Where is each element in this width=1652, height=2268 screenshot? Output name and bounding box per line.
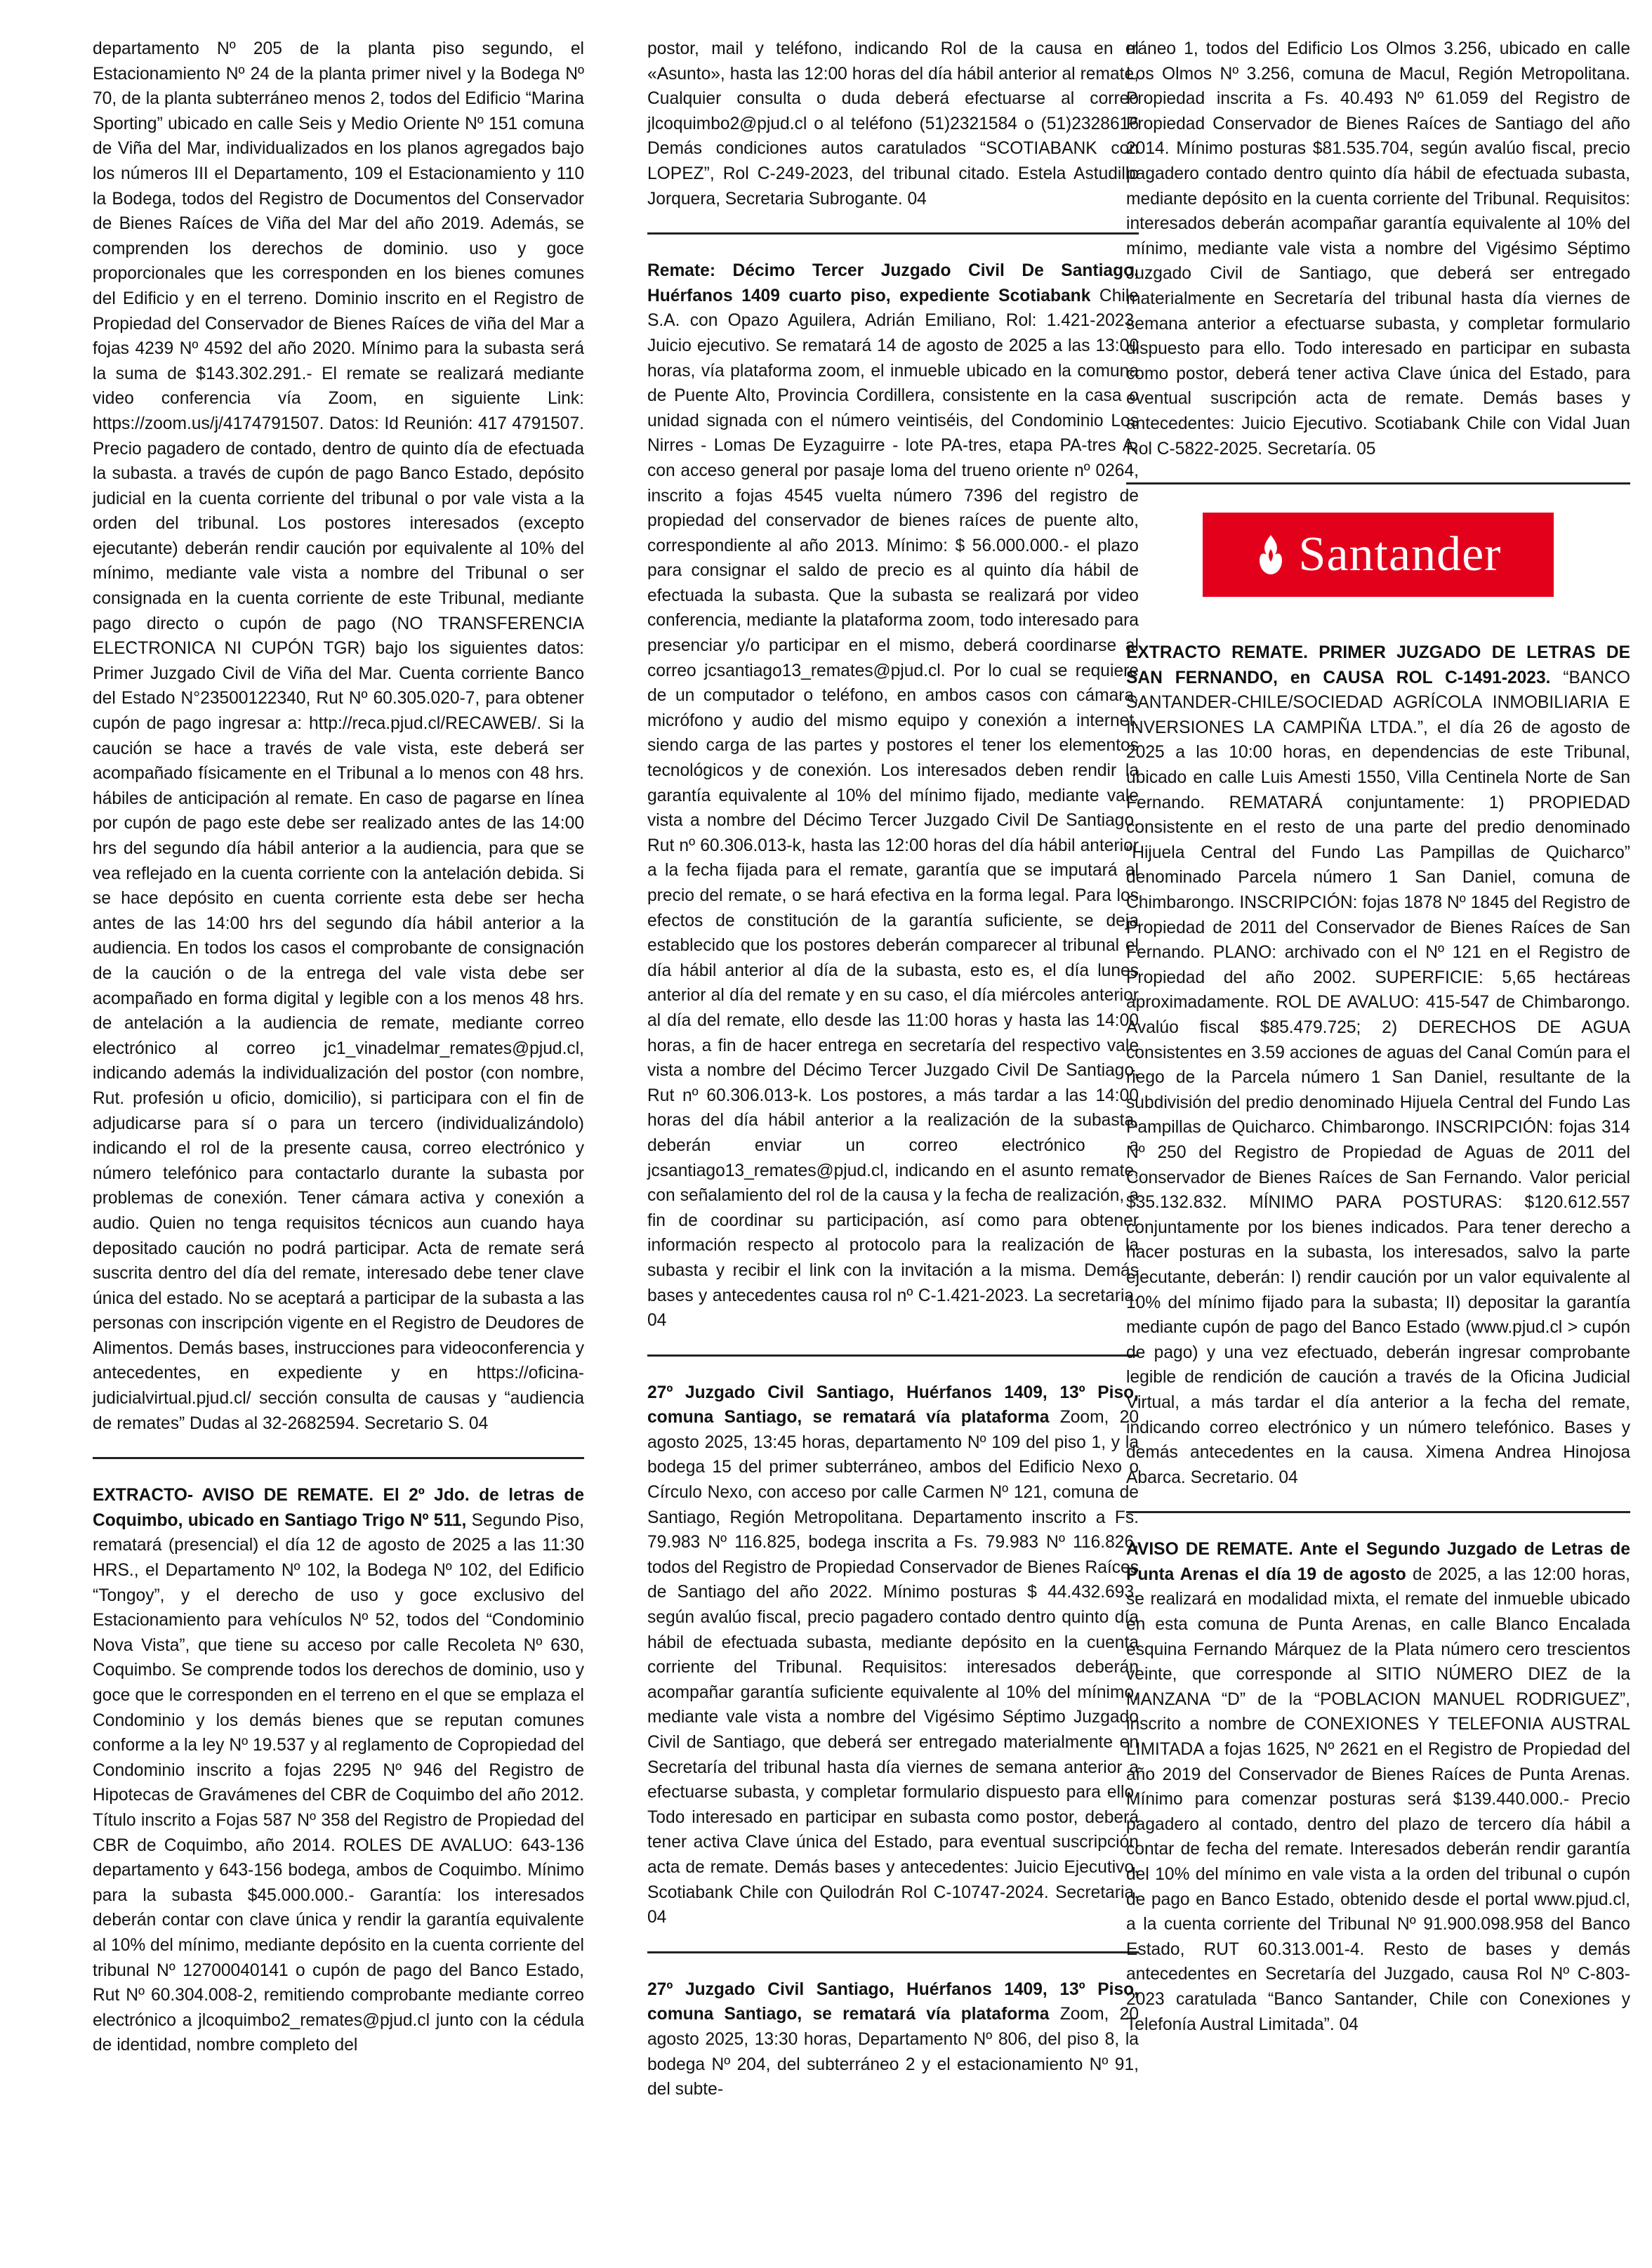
separator-rule — [647, 1951, 1139, 1953]
separator-rule — [93, 1457, 584, 1459]
separator-rule — [1126, 482, 1630, 484]
notice-punta-arenas — [1126, 1537, 1630, 2037]
notice-body: “BANCO SANTANDER-CHILE/SOCIEDAD AGRÍCOLA INMOBILIARIA E INVERSIONES LA CAMPIÑA LTDA.”, el día 26 de agosto de 2025 a las 10:00 horas, en dependencias de este Tribunal, ubicado en calle Luis Amesti 1550, Villa Centinela Norte de San Fernando. REMATARÁ conjuntamente: 1) PROPIEDAD consistente en el resto de una parte del predio denominado “Hijuela Central del Fundo Las Pampillas de Quicharco” denominado Parcela número 1 San Daniel, comuna de Chimbarongo. INSCRIPCIÓN: fojas 1878 Nº 1845 del Registro de Propiedad de 2011 del Conservador de Bienes Raíces de San Fernando. PLANO: archivado con el Nº 121 en el Registro de Propiedad del año 2002. SUPERFICIE: 5,65 hectáreas aproximadamente. ROL DE AVALUO: 415-547 de Chimbarongo. Avalúo fiscal $85.479.725; 2) DERECHOS DE AGUA consistentes en 3.59 acciones de aguas del Canal Común para el riego de la Parcela número 1 San Daniel, resultante de la subdivisión del predio denominado Hijuela Central del Fundo Las Pampillas de Quicharco. Chimbarongo. INSCRIPCIÓN: fojas 314 Nº 250 del Registro de Propiedad de Aguas de 2011 del Conservador de Bienes Raíces de San Fernando. Valor pericial $35.132.832. MÍNIMO PARA POSTURAS: $120.612.557 conjuntamente por los bienes indicados. Para tener derecho a hacer posturas en la subasta, los interesados, salvo la parte ejecutante, deberán: I) rendir caución por un valor equivalente al 10% del mínimo fijado para la subasta; II) depositar la garantía mediante cupón de pago del Banco Estado (www.pjud.cl > cupón de pago) y una vez efectuado, deberán ingresar comprobante legible de rendición de caución a través de la Oficina Judicial Virtual, a más tardar el día anterior a la fecha del remate, indicando correo electrónico y un número telefónico. Bases y demás antecedentes en la causa. Ximena Andrea Hinojosa Abarca. Secretario. 04 — [1126, 668, 1631, 1487]
notice-heading: EXTRACTO- AVISO DE REMATE. El 2º Jdo. de letras de Coquimbo, ubicado en Santiago Trigo Nº 511, — [93, 1486, 584, 1530]
column-3 — [1126, 37, 1630, 2037]
santander-logo-text: Santander — [1298, 527, 1502, 582]
notice-heading: AVISO DE REMATE. Ante el Segundo Juzgado de Letras de Punta Arenas el día 19 de agosto — [1126, 1540, 1630, 1584]
notice-viña-continuation: departamento Nº 205 de la planta piso segundo, el Estacionamiento Nº 24 de la planta primer nivel y la Bodega Nº 70, de la planta subterráneo menos 2, todos del Edificio “Marina Sporting” ubicado en calle Seis y Medio Oriente Nº 151 comuna de Viña del Mar, individualizados en los planos agregados bajo los números III el Departamento, 109 el Estacionamiento y 110 la Bodega, todos del Registro de Documentos del Conservador de Bienes Raíces de Viña del Mar del año 2019. Además, se comprenden los derechos de dominio. uso y goce proporcionales que les corresponden en los bienes comunes del Edificio y en el terreno. Dominio inscrito en el Registro de Propiedad del Conservador de Bienes Raíces de viña del Mar a fojas 4239 Nº 4592 del año 2020. Mínimo para la subasta será la suma de $143.302.291.- El remate se realizará mediante video conferencia vía Zoom, en siguiente Link: https://zoom.us/j/4174791507. Datos: Id Reunión: 417 4791507. Precio pagadero de contado, dentro de quinto día de efectuada la subasta. a través de cupón de pago Banco Estado, depósito judicial en la cuenta corriente del tribunal o por vale vista a la orden del tribunal. Los postores interesados (excepto ejecutante) deberán rendir caución por equivalente al 10% del mínimo, mediante vale vista a nombre del Tribunal o ser consignada en la cuenta corriente de este Tribunal, mediante pago directo o cupón de pago (NO TRANSFERENCIA ELECTRONICA NI CUPÓN TGR) bajo los siguientes datos: Primer Juzgado Civil de Viña del Mar. Cuenta corriente Banco del Estado N°23500122340, Rut Nº 60.305.020-7, para obtener cupón de pago ingresar a: http://reca.pjud.cl/RECAWEB/. Si la caución se hace a través de vale vista, este deberá ser acompañado físicamente en el Tribunal a lo menos con 48 hrs. hábiles de anticipación al remate. En caso de pagarse en línea por cupón de pago este debe ser realizado antes de las 14:00 hrs del segundo día hábil anterior a la audiencia, para que se vea reflejado en la cuenta corriente con la antelación debida. Si se hace depósito en cuenta corriente esta debe ser hecha antes de las 14:00 hrs del segundo día hábil anterior a la audiencia. En todos los casos el comprobante de consignación de la caución o de la entrega del vale vista debe ser acompañado en forma digital y legible con a los menos 48 hrs. de antelación a la audiencia de remate, mediante correo electrónico al correo jc1_vinadelmar_remates@pjud.cl, indicando además la individualización del postor (con nombre, Rut. profesión u oficio, domicilio), si participara con el fin de adjudicarse para sí o para un tercero (individualizándolo) indicando el rol de la presente causa, correo electrónico y número telefónico para contactarlo durante la subasta por problemas de conexión. Tener cámara activa y conexión a audio. Quien no tenga requisitos técnicos aun cuando haya depositado caución no podrá participar. Acta de remate será suscrita dentro del día del remate, interesado debe tener clave única del estado. No se aceptará a participar de la subasta a las personas con inscripción vigente en el Registro de Deudores de Alimentos. Demás bases, instrucciones para videoconferencia y antecedentes, en expediente y en https://oficina-judicialvirtual.pjud.cl/ sección consulta de causas y “audiencia de remates” Dudas al 32-2682594. Secretario S. 04 — [93, 39, 584, 1433]
notice-san-fernando — [1126, 640, 1630, 1490]
separator-rule — [647, 232, 1139, 235]
notice-decimo-tercer-juzgado — [647, 258, 1139, 1333]
notice-body: de 2025, a las 12:00 horas, se realizará en modalidad mixta, el remate del inmueble ubicado en esta comuna de Punta Arenas, en calle Blanco Encalada esquina Fernando Márquez de la Plata número cero trescientos veinte, que corresponde al SITIO NÚMERO DIEZ de la MANZANA “D” de la “POBLACION MANUEL RODRIGUEZ”, inscrito a nombre de CONEXIONES Y TELEFONIA AUSTRAL LIMITADA a fojas 1625, Nº 2621 en el Registro de Propiedad del año 2019 del Conservador de Bienes Raíces de Punta Arenas. Mínimo para comenzar posturas será $139.440.000.- Precio pagadero al contado, dentro del plazo de tercero día hábil a contar de fecha del remate. Interesados deberán rendir garantía del 10% del mínimo en vale vista a la orden del tribunal o cupón de pago en Banco Estado, obtenido desde el portal www.pjud.cl, a la cuenta corriente del Tribunal Nº 91.900.098.958 del Banco Estado, RUT 60.313.001-4. Resto de bases y demás antecedentes en Secretaría del Juzgado, causa Rol Nº C-803-2023 caratulada “Banco Santander, Chile con Conexiones y Telefonía Austral Limitada”. 04 — [1126, 1564, 1630, 2034]
notice-heading: 27º Juzgado Civil Santiago, Huérfanos 1409, 13º Piso, comuna Santiago, se rematará vía plataforma — [647, 1383, 1139, 1428]
santander-logo-box — [1203, 513, 1554, 597]
notice-olmos-continuation: rráneo 1, todos del Edificio Los Olmos 3.256, ubicado en calle Los Olmos Nº 3.256, comuna de Macul, Región Metropolitana. Propiedad inscrita a Fs. 40.493 Nº 61.059 del Registro de Propiedad Conservador de Bienes Raíces de Santiago del año 2014. Mínimo posturas $81.535.704, según avalúo fiscal, precio pagadero contado dentro quinto día hábil de efectuada subasta, mediante depósito en la cuenta corriente del Tribunal. Requisitos: interesados deberán acompañar garantía equivalente al 10% del mínimo, mediante vale vista a nombre del Vigésimo Séptimo Juzgado Civil de Santiago, que deberá ser entregado materialmente en Secretaría del tribunal hasta día viernes de semana anterior a efectuarse subasta, y completar formulario dispuesto para ello. Todo interesado en participar en subasta como postor, deberá tener activa Clave única del Estado, para eventual suscripción acta de remate. Demás bases y antecedentes: Juicio Ejecutivo. Scotiabank Chile con Vidal Juan Rol C-5822-2025. Secretaría. 05 — [1126, 39, 1630, 459]
notice-27-juzgado-olmos — [647, 1977, 1139, 2102]
notice-coquimbo — [93, 1483, 584, 2058]
notice-body: Chile S.A. con Opazo Aguilera, Adrián Emiliano, Rol: 1.421-2023. Juicio ejecutivo. Se rematará 14 de agosto de 2025 a las 13:00 horas, vía plataforma zoom, el inmueble ubicado en la comuna de Puente Alto, Provincia Cordillera, consistente en la casa o unidad signada con el número veintiséis, del Condominio Los Nirres - Lomas De Eyzaguirre - lote PA-tres, etapa PA-tres A, con acceso general por pasaje loma del trueno oriente nº 0264, inscrito a fojas 4545 vuelta número 7396 del registro de propiedad del conservador de bienes raíces de puente alto, correspondiente al año 2013. Mínimo: $ 56.000.000.- el plazo para consignar el saldo de precio es al quinto día hábil de efectuada la subasta. Que la subasta se realizará por video conferencia, mediante la plataforma zoom, todo interesado para presenciar y/o participar en el mismo, deberá coordinarse al correo jcsantiago13_remates@pjud.cl. Por lo cual se requiere de un computador o teléfono, en ambos casos con cámara, micrófono y audio del mismo equipo y conexión a internet, siendo carga de las partes y postores el tener los elementos tecnológicos y de conexión. Los interesados deben rendir la garantía equivalente al 10% del mínimo fijado, mediante vale vista a nombre del Décimo Tercer Juzgado Civil De Santiago, Rut nº 60.306.013-k, hasta las 12:00 horas del día hábil anterior a la fecha fijada para el remate, garantía que se imputará al precio del remate, o se hará efectiva en la forma legal. Para los efectos de constitución de la garantía suficiente, se deja establecido que los postores deberán comparecer al tribunal el día hábil anterior al día de la subasta, esto es, el día lunes anterior al día del remate y en su caso, el día miércoles anterior al día del remate, ello desde las 11:00 horas y hasta las 14:00 horas, a fin de hacer entrega en secretaría del respectivo vale vista a nombre del Décimo Tercer Juzgado Civil De Santiago, Rut nº 60.306.013-k. Los postores, a más tardar a las 14:00 horas del día hábil anterior a la realización de la subasta, deberán enviar un correo electrónico a jcsantiago13_remates@pjud.cl, indicando en el asunto remate, con señalamiento del rol de la causa y la fecha de realización, a fin de coordinar su participación, así como para obtener información respecto al protocolo para la realización de la subasta y recibir el link con la invitación a la misma. Demás bases y antecedentes causa rol nº C-1.421-2023. La secretaria. 04 — [647, 286, 1139, 1331]
notice-body: Zoom, 20 agosto 2025, 13:30 horas, Departamento Nº 806, del piso 8, la bodega Nº 204, del subterráneo 2 y el estacionamiento Nº 91, del subte- — [647, 2005, 1139, 2099]
notice-heading: EXTRACTO REMATE. PRIMER JUZGADO DE LETRAS DE SAN FERNANDO, en CAUSA ROL C-1491-2023. — [1126, 643, 1630, 687]
separator-rule — [647, 1354, 1139, 1357]
notice-body: Segundo Piso, rematará (presencial) el día 12 de agosto de 2025 a las 11:30 HRS., el Departamento Nº 102, la Bodega Nº 102, del Edificio “Tongoy”, y el derecho de uso y goce exclusivo del Estacionamiento para vehículos Nº 52, todos del “Condominio Nova Vista”, que tiene su acceso por calle Recoleta Nº 630, Coquimbo. Se comprende todos los derechos de dominio, uso y goce que le corresponden en el terreno en el que se emplaza el Condominio y los demás bienes que se reputan comunes conforme a la ley Nº 19.537 y al reglamento de Copropiedad del Condominio inscrito a fojas 2295 Nº 946 del Registro de Hipotecas de Gravámenes del CBR de Coquimbo del año 2012. Título inscrito a Fojas 587 Nº 358 del Registro de Propiedad del CBR de Coquimbo, año 2014. ROLES DE AVALUO: 643-136 departamento y 643-156 bodega, ambos de Coquimbo. Mínimo para la subasta $45.000.000.- Garantía: los interesados deberán contar con clave única y rendir la garantía equivalente al 10% del mínimo, mediante depósito en la cuenta corriente del tribunal Nº 12700040141 o cupón de pago del Banco Estado, Rut Nº 60.304.008-2, remitiendo comprobante mediante correo electrónico a jlcoquimbo2_remates@pjud.cl junto con la cédula de identidad, nombre completo del — [93, 1510, 585, 2055]
notice-27-juzgado-nexo — [647, 1380, 1139, 1930]
notice-heading: 27º Juzgado Civil Santiago, Huérfanos 1409, 13º Piso, comuna Santiago, se rematará vía plataforma — [647, 1979, 1139, 2024]
column-1 — [93, 37, 584, 2058]
santander-flame-icon — [1255, 534, 1286, 576]
notice-heading: Remate: Décimo Tercer Juzgado Civil De Santiago, Huérfanos 1409 cuarto piso, expediente Scotiabank — [647, 261, 1139, 305]
column-2 — [647, 37, 1139, 2102]
separator-rule — [1126, 1511, 1630, 1513]
notice-coquimbo-continuation: postor, mail y teléfono, indicando Rol de la causa en el «Asunto», hasta las 12:00 horas del día hábil anterior al remate, Cualquier consulta o duda deberá efectuarse al correo jlcoquimbo2@pjud.cl o al teléfono (51)2321584 o (51)2328616 Demás condiciones autos caratulados “SCOTIABANK con LOPEZ”, Rol C-249-2023, del tribunal citado. Estela Astudillo Jorquera, Secretaria Subrogante. 04 — [647, 39, 1139, 209]
santander-logo — [1126, 508, 1630, 601]
notice-body: Zoom, 20 agosto 2025, 13:45 horas, departamento Nº 109 del piso 1, y la bodega 15 del primer subterráneo, ambos del Edificio Nexo o Círculo Nexo, con acceso por calle Carmen Nº 121, comuna de Santiago, Región Metropolitana. Departamento inscrito a Fs. 79.983 Nº 116.825, bodega inscrita a Fs. 79.983 Nº 116.826, todos del Registro de Propiedad Conservador de Bienes Raíces de Santiago del año 2022. Mínimo posturas $ 44.432.693, según avalúo fiscal, precio pagadero contado dentro quinto día hábil de efectuada subasta, mediante depósito en la cuenta corriente del Tribunal. Requisitos: interesados deberán acompañar garantía suficiente equivalente al 10% del mínimo, mediante vale vista a nombre del Vigésimo Séptimo Juzgado Civil de Santiago, que deberá ser entregado materialmente en Secretaría del tribunal hasta día viernes de semana anterior a efectuarse subasta, y completar formulario dispuesto para ello. Todo interesado en participar en subasta como postor, deberá tener activa Clave única del Estado, para eventual suscripción acta de remate. Demás bases y antecedentes: Juicio Ejecutivo. Scotiabank Chile con Quilodrán Rol C-10747-2024. Secretaria. 04 — [647, 1408, 1139, 1927]
